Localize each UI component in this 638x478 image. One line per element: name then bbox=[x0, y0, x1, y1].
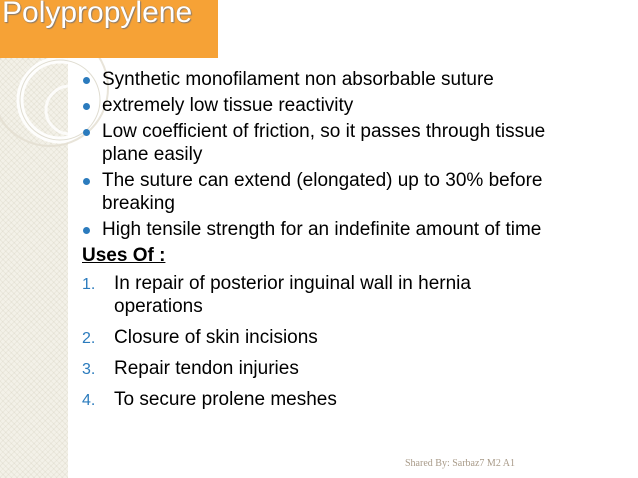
slide-content bbox=[82, 68, 562, 419]
item-text: Repair tendon injuries bbox=[114, 358, 299, 379]
list-item bbox=[82, 94, 562, 117]
bullet-text: Synthetic monofilament non absorbable suture bbox=[102, 69, 494, 90]
slide-title: Polypropylene bbox=[2, 0, 193, 29]
list-item bbox=[82, 169, 562, 215]
bullet-text: High tensile strength for an indefinite amount of time bbox=[102, 219, 542, 240]
uses-heading: Uses Of : bbox=[82, 245, 166, 266]
properties-list bbox=[82, 68, 562, 241]
bullet-icon bbox=[83, 77, 90, 84]
item-number: 3. bbox=[82, 361, 96, 378]
footer-credit: Shared By: Sarbaz7 M2 A1 bbox=[405, 458, 515, 469]
item-number: 2. bbox=[82, 330, 96, 347]
list-item bbox=[82, 357, 562, 380]
bullet-icon bbox=[83, 129, 90, 136]
bullet-text: Low coefficient of friction, so it passes through tissue plane easily bbox=[102, 121, 546, 165]
bullet-text: extremely low tissue reactivity bbox=[102, 95, 354, 116]
item-number: 4. bbox=[82, 392, 96, 409]
uses-list bbox=[82, 272, 562, 411]
item-text: To secure prolene meshes bbox=[114, 389, 337, 410]
bullet-icon bbox=[83, 103, 90, 110]
list-item bbox=[82, 218, 562, 241]
list-item bbox=[82, 388, 562, 411]
list-item bbox=[82, 120, 562, 166]
list-item bbox=[82, 326, 562, 349]
bullet-icon bbox=[83, 178, 90, 185]
item-text: Closure of skin incisions bbox=[114, 327, 318, 348]
bullet-text: The suture can extend (elongated) up to 30% before breaking bbox=[102, 170, 543, 214]
list-item bbox=[82, 272, 562, 318]
title-box bbox=[0, 0, 218, 58]
item-text: In repair of posterior inguinal wall in hernia operations bbox=[114, 273, 471, 317]
bullet-icon bbox=[83, 227, 90, 234]
item-number: 1. bbox=[82, 276, 96, 293]
list-item bbox=[82, 68, 562, 91]
